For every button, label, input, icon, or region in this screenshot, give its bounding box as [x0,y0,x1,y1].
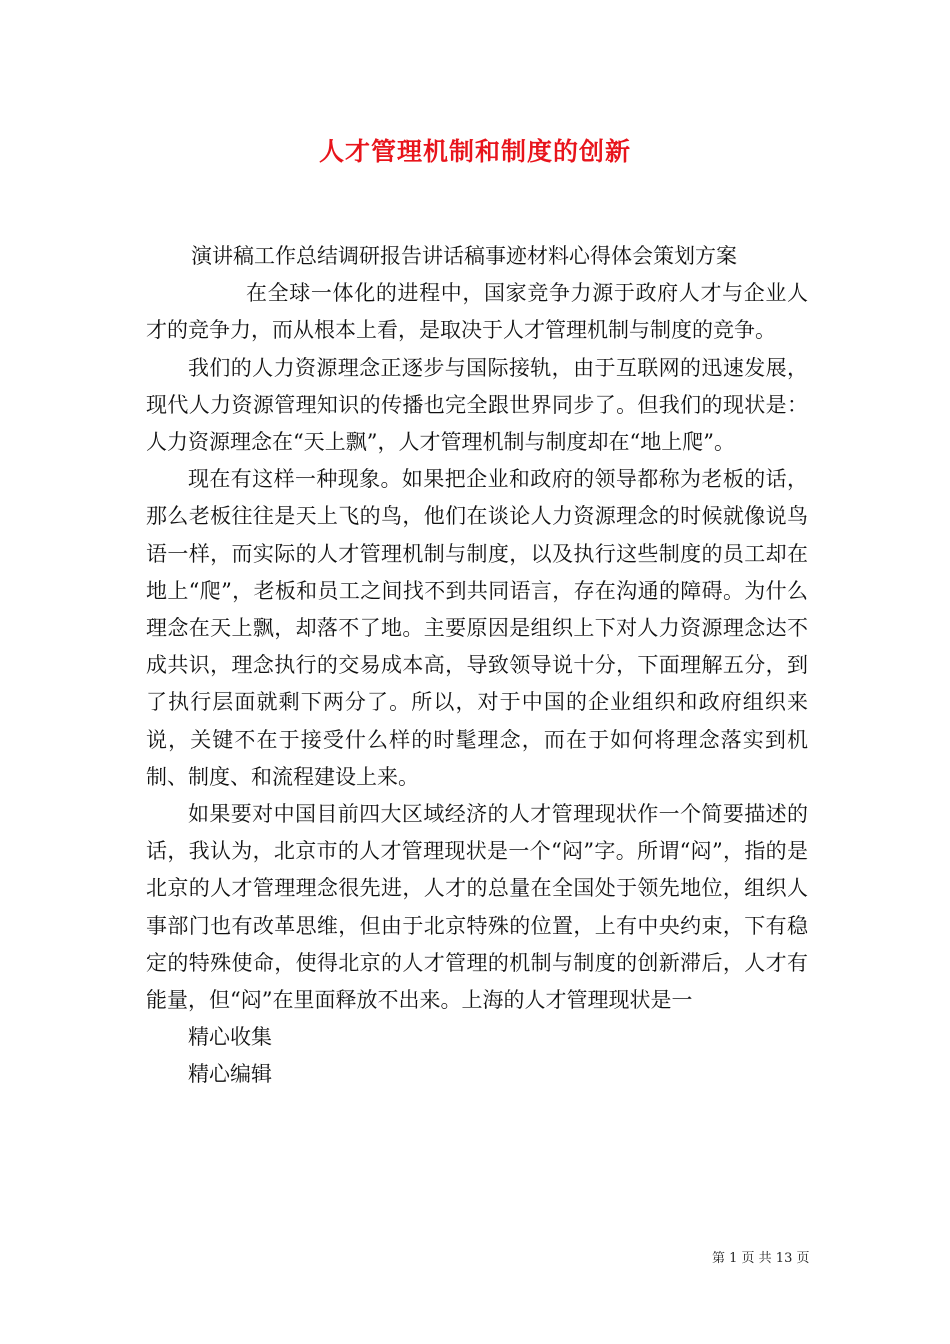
paragraph-collected: 精心收集 [188,1025,272,1050]
paragraph-2: 我们的人力资源理念正逐步与国际接轨，由于互联网的迅速发展，现代人力资源管理知识的传播也完全跟世界同步了。但我们的现状是：人力资源理念在“天上飘”，人才管理机制与制度却在“地上爬”。 [146,355,808,455]
paragraph-intro: 演讲稿工作总结调研报告讲话稿事迹材料心得体会策划方案 [191,244,737,268]
paragraph-3: 现在有这样一种现象。如果把企业和政府的领导都称为老板的话，那么老板往往是天上飞的鸟，他们在谈论人力资源理念的时候就像说鸟语一样，而实际的人才管理机制与制度，以及执行这些制度的员工却在地上“爬”，老板和员工之间找不到共同语言，存在沟通的障碍。为什么理念在天上飘，却落不了地。主要原因是组织上下对人力资源理念达不成共识，理念执行的交易成本高，导致领导说十分，下面理解五分，到了执行层面就剩下两分了。所以，对于中国的企业组织和政府组织来说，关键不在于接受什么样的时髦理念，而在于如何将理念落实到机制、制度、和流程建设上来。 [146,467,808,789]
paragraph-edited: 精心编辑 [188,1062,272,1087]
document-title: 人才管理机制和制度的创新 [318,137,631,166]
paragraph-1: 在全球一体化的进程中，国家竞争力源于政府人才与企业人才的竞争力，而从根本上看，是取决于人才管理机制与制度的竞争。 [146,281,808,343]
paragraph-4: 如果要对中国目前四大区域经济的人才管理现状作一个简要描述的话，我认为，北京市的人才管理现状是一个“闷”字。所谓“闷”，指的是北京的人才管理理念很先进，人才的总量在全国处于领先地位，组织人事部门也有改革思维，但由于北京特殊的位置，上有中央约束，下有稳定的特殊使命，使得北京的人才管理的机制与制度的创新滞后，人才有能量，但“闷”在里面释放不出来。上海的人才管理现状是一 [146,802,808,1013]
document-body [146,238,808,1094]
page-number-footer: 第 1 页 共 13 页 [712,1251,810,1266]
